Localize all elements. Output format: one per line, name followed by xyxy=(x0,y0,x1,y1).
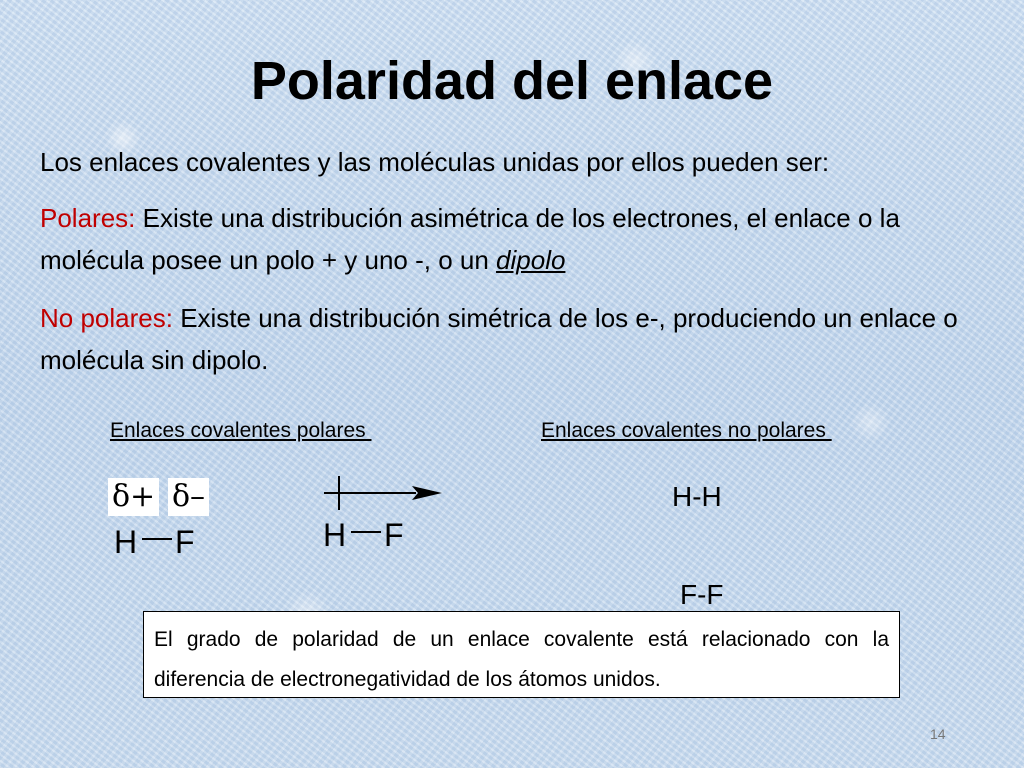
molecule-h-h: H-H xyxy=(672,481,722,512)
atom-f: F xyxy=(175,524,195,560)
bond-line xyxy=(142,538,172,540)
nonpolar-term: No polares: xyxy=(40,303,173,333)
intro-paragraph: Los enlaces covalentes y las moléculas unidas por ellos pueden ser: xyxy=(40,147,830,177)
arrow-atom-f: F xyxy=(384,517,404,553)
polar-text: Existe una distribución asimétrica de los electrones, el enlace o la molécula posee un polo + y uno -, o un xyxy=(40,203,900,275)
polar-paragraph xyxy=(40,197,980,281)
delta-minus-label: δ– xyxy=(168,478,209,516)
dipolo-term: dipolo xyxy=(496,245,566,275)
delta-plus-label: δ+ xyxy=(108,478,159,516)
atom-h: H xyxy=(114,524,138,560)
arrow-bond-line xyxy=(351,531,381,533)
slide-title: Polaridad del enlace xyxy=(250,51,774,111)
nonpolar-bonds-heading: Enlaces covalentes no polares xyxy=(541,419,832,442)
note-box: El grado de polaridad de un enlace covalente está relacionado con la diferencia de electronegatividad de los átomos unidos. xyxy=(143,611,900,698)
nonpolar-paragraph xyxy=(40,297,980,381)
nonpolar-text: Existe una distribución simétrica de los e-, produciendo un enlace o molécula sin dipolo. xyxy=(40,303,958,375)
molecule-f-f: F-F xyxy=(680,579,724,610)
page-number: 14 xyxy=(930,726,946,742)
polar-term: Polares: xyxy=(40,203,136,233)
arrow-atom-h: H xyxy=(323,517,347,553)
polar-bonds-heading: Enlaces covalentes polares xyxy=(110,419,372,442)
dipole-arrow-icon xyxy=(318,474,446,514)
